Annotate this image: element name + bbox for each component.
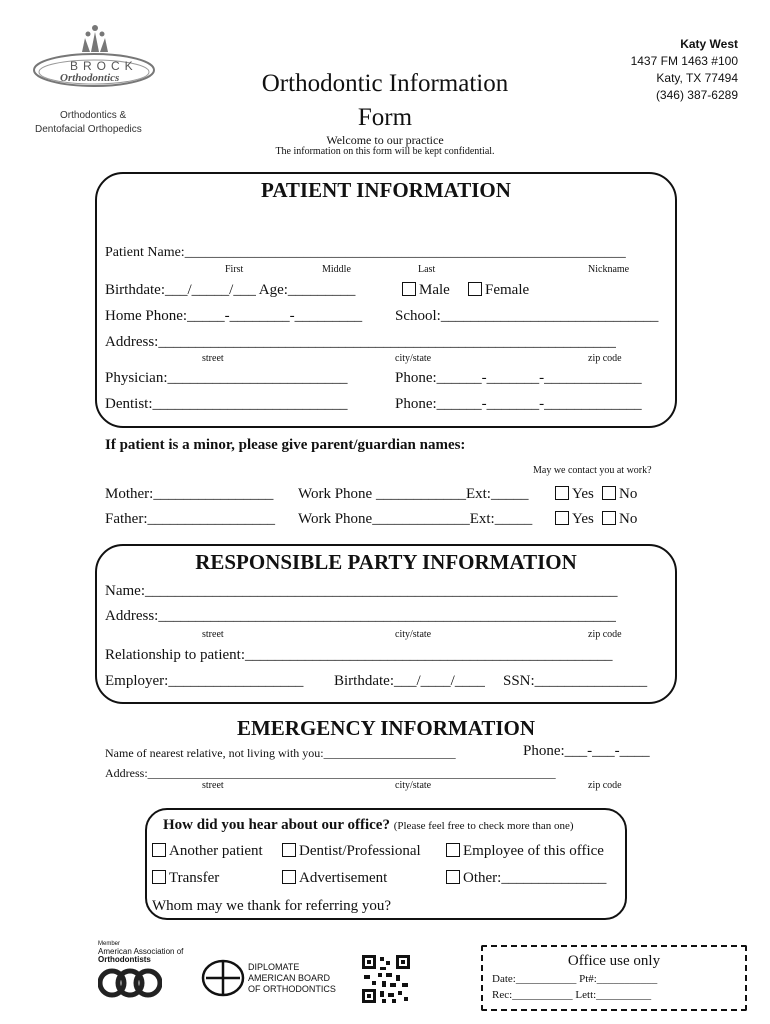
physician-field[interactable]: Physician:________________________ — [105, 370, 348, 386]
option-label: Advertisement — [299, 870, 388, 886]
referral-option-advertisement[interactable] — [282, 870, 387, 887]
office-city: Katy, TX 77494 — [656, 71, 738, 85]
guardian-heading: If patient is a minor, please give parent/guardian names: — [105, 437, 466, 453]
welcome-text: Welcome to our practice — [326, 133, 444, 147]
father-no-checkbox[interactable] — [602, 511, 616, 525]
label-street: street — [202, 780, 224, 791]
office-street: 1437 FM 1463 #100 — [630, 54, 738, 68]
mother-work-phone-field[interactable]: Work Phone ____________Ext:_____ — [298, 486, 529, 502]
male-label: Male — [419, 282, 450, 298]
advertisement-checkbox[interactable] — [282, 870, 296, 884]
birthdate-age-field[interactable]: Birthdate:___/_____/___ Age:_________ — [105, 282, 356, 298]
label-first: First — [225, 264, 244, 275]
aao-name-line-1: American Association of — [98, 947, 184, 956]
office-name: Katy West — [680, 37, 738, 51]
school-field[interactable]: School:_____________________________ — [395, 308, 659, 324]
female-checkbox[interactable] — [468, 282, 482, 296]
office-use-title: Office use only — [567, 953, 661, 969]
abo-line-2: AMERICAN BOARD — [248, 973, 331, 983]
no-label: No — [619, 486, 638, 502]
confidential-text: The information on this form will be kept confidential. — [275, 146, 495, 157]
abo-text — [248, 962, 336, 995]
office-use-row-2[interactable]: Rec:___________ Lett:__________ — [492, 989, 652, 1001]
label-zip: zip code — [588, 353, 622, 364]
aao-member-label: Member — [98, 941, 121, 947]
ssn-field[interactable]: SSN:_______________ — [503, 673, 648, 689]
abo-line-3: OF ORTHODONTICS — [248, 984, 336, 994]
employer-field[interactable]: Employer:__________________ — [105, 673, 304, 689]
physician-phone-field[interactable]: Phone:______-_______-_____________ — [395, 370, 642, 386]
option-label: Other:______________ — [463, 870, 607, 886]
label-nickname: Nickname — [588, 264, 630, 275]
yes-label: Yes — [572, 486, 594, 502]
referral-question-text: How did you hear about our office? — [163, 817, 390, 833]
label-city-state: city/state — [395, 780, 432, 791]
father-contact-yes[interactable] — [555, 511, 594, 528]
option-label: Dentist/Professional — [299, 843, 421, 859]
transfer-checkbox[interactable] — [152, 870, 166, 884]
patient-name-field[interactable]: Patient Name:_______________________________________________________________ — [105, 245, 626, 260]
relationship-field[interactable]: Relationship to patient:_________________________________________________ — [105, 647, 613, 663]
female-option[interactable] — [468, 282, 529, 299]
referral-option-transfer[interactable] — [152, 870, 219, 887]
page-title-line-2: Form — [357, 104, 413, 131]
referral-option-employee[interactable] — [446, 843, 604, 860]
qr-code-icon — [362, 955, 410, 1003]
home-phone-field[interactable]: Home Phone:_____-________-_________ — [105, 308, 363, 324]
mother-yes-checkbox[interactable] — [555, 486, 569, 500]
emergency-address-field[interactable]: Address:____________________________________________________________________ — [105, 766, 556, 780]
patient-address-field[interactable]: Address:_____________________________________________________________ — [105, 334, 616, 350]
referral-option-other[interactable] — [446, 870, 606, 887]
logo-tagline-1: Orthodontics & — [60, 110, 127, 121]
label-street: street — [202, 353, 224, 364]
mother-no-checkbox[interactable] — [602, 486, 616, 500]
other-checkbox[interactable] — [446, 870, 460, 884]
option-label: Employee of this office — [463, 843, 604, 859]
option-label: Another patient — [169, 843, 263, 859]
label-street: street — [202, 629, 224, 640]
referral-option-another-patient[interactable] — [152, 843, 263, 860]
label-city-state: city/state — [395, 353, 432, 364]
office-use-row-1[interactable]: Date:___________ Pt#:___________ — [492, 973, 658, 985]
mother-contact-yes[interactable] — [555, 486, 594, 503]
label-last: Last — [418, 264, 436, 275]
label-city-state: city/state — [395, 629, 432, 640]
nearest-relative-field[interactable]: Name of nearest relative, not living with you:______________________ — [105, 746, 456, 760]
father-yes-checkbox[interactable] — [555, 511, 569, 525]
responsible-birthdate-field[interactable]: Birthdate:___/____/____ — [334, 673, 485, 689]
mother-contact-no[interactable] — [602, 486, 637, 503]
abo-line-1: DIPLOMATE — [248, 962, 300, 972]
mother-field[interactable]: Mother:________________ — [105, 486, 274, 502]
patient-section-box — [95, 172, 677, 428]
dentist-professional-checkbox[interactable] — [282, 843, 296, 857]
label-middle: Middle — [322, 264, 351, 275]
employee-checkbox[interactable] — [446, 843, 460, 857]
yes-label: Yes — [572, 511, 594, 527]
responsible-name-field[interactable]: Name:_______________________________________________________________ — [105, 583, 618, 599]
aao-name-line-2: Orthodontists — [98, 955, 151, 964]
another-patient-checkbox[interactable] — [152, 843, 166, 857]
referral-note: (Please feel free to check more than one) — [393, 820, 574, 832]
emergency-section-heading: EMERGENCY INFORMATION — [236, 716, 536, 740]
logo-script: Orthodontics — [60, 72, 120, 84]
logo-tagline-2: Dentofacial Orthopedics — [35, 124, 142, 135]
dentist-field[interactable]: Dentist:__________________________ — [105, 396, 348, 412]
label-zip: zip code — [588, 780, 622, 791]
male-checkbox[interactable] — [402, 282, 416, 296]
father-work-phone-field[interactable]: Work Phone_____________Ext:_____ — [298, 511, 533, 527]
referral-question — [163, 817, 574, 834]
referral-option-dentist[interactable] — [282, 843, 421, 860]
option-label: Transfer — [169, 870, 220, 886]
office-phone: (346) 387-6289 — [655, 88, 738, 102]
no-label: No — [619, 511, 638, 527]
father-contact-no[interactable] — [602, 511, 637, 528]
contact-at-work-label: May we contact you at work? — [533, 465, 652, 476]
male-option[interactable] — [402, 282, 450, 299]
page-title-line-1: Orthodontic Information — [261, 70, 509, 97]
responsible-address-field[interactable]: Address:_____________________________________________________________ — [105, 608, 616, 624]
emergency-phone-field[interactable]: Phone:___-___-____ — [523, 743, 650, 759]
referrer-thanks-field[interactable]: Whom may we thank for referring you? — [152, 898, 392, 914]
aao-logo-icon — [98, 965, 162, 1001]
father-field[interactable]: Father:_________________ — [105, 511, 275, 527]
label-zip: zip code — [588, 629, 622, 640]
responsible-section-heading: RESPONSIBLE PARTY INFORMATION — [195, 550, 577, 574]
logo-name: BROCK — [70, 59, 138, 73]
patient-section-heading: PATIENT INFORMATION — [261, 178, 511, 202]
female-label: Female — [485, 282, 530, 298]
office-address — [600, 36, 738, 104]
abo-logo-icon — [200, 958, 246, 998]
dentist-phone-field[interactable]: Phone:______-_______-_____________ — [395, 396, 642, 412]
